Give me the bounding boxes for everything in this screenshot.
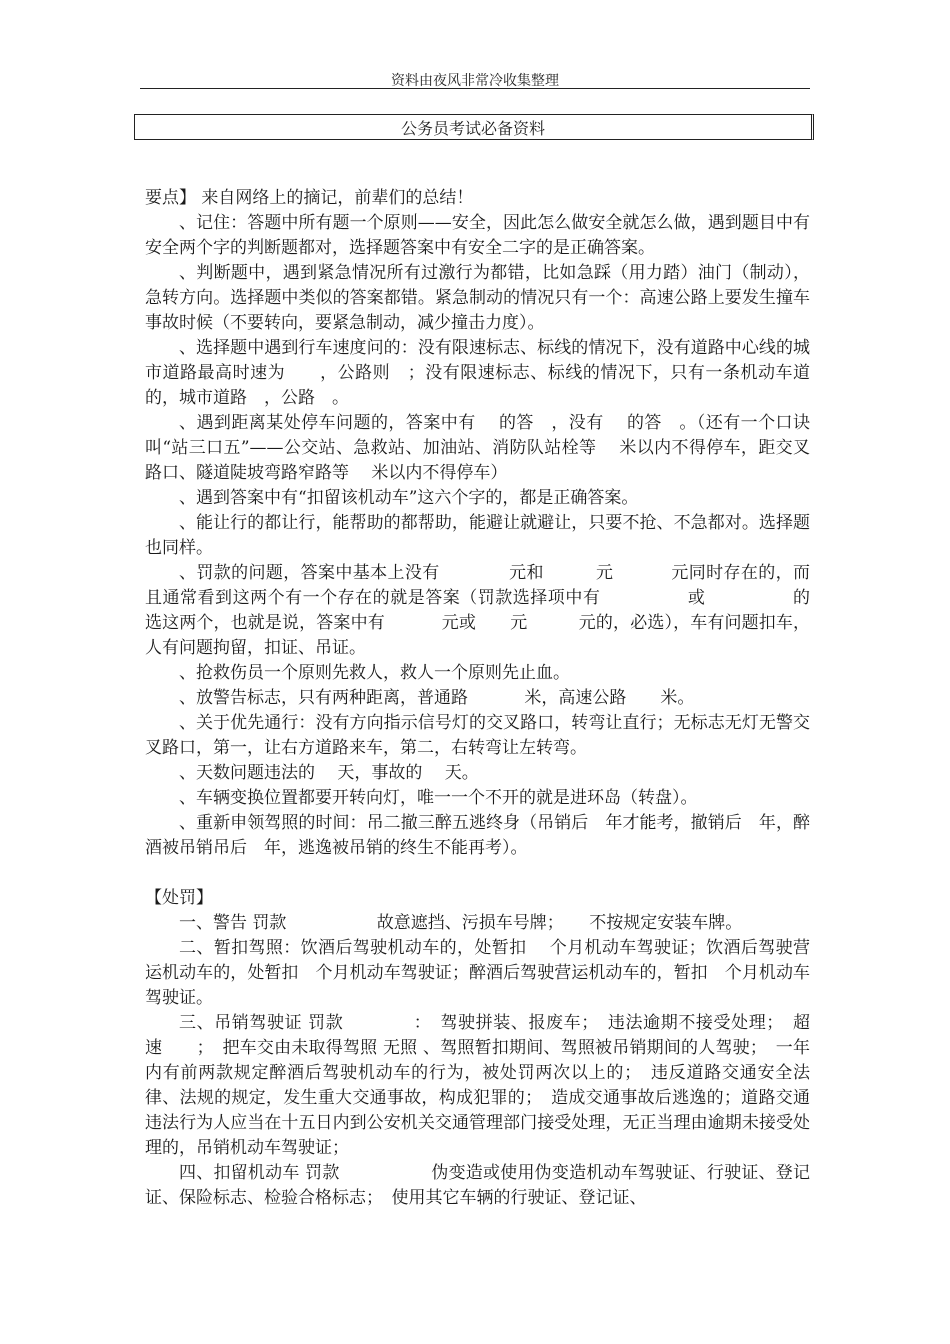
point-paragraph: 、罚款的问题，答案中基本上没有 元和 元 元同时存在的，而且通常看到这两个有一个存在的就是答案（罚款选择项中有 或 的 选这两个，也就是说，答案中有 元或 元 元的，必选），车有问题扣车，人有问题拘留，扣证、吊证。 bbox=[145, 563, 810, 658]
point-paragraph: 、放警告标志，只有两种距离，普通路 米，高速公路 米。 bbox=[179, 688, 695, 708]
penalty-heading: 【处罚】 bbox=[145, 888, 213, 908]
point-paragraph: 、抢救伤员一个原则先救人，救人一个原则先止血。 bbox=[179, 663, 570, 683]
point-paragraph: 、遇到距离某处停车问题的，答案中有 的答 ，没有 的答 。（还有一个口诀叫“站三口五”——公交站、急救站、加油站、消防队站栓等 米以内不得停车，距交叉路口、隧道陡坡弯路窄路等 米以内不得停车） bbox=[145, 413, 810, 483]
document-title-box bbox=[134, 114, 814, 140]
header-divider bbox=[140, 88, 810, 89]
point-paragraph: 、车辆变换位置都要开转向灯，唯一一个不开的就是进环岛（转盘）。 bbox=[179, 788, 698, 808]
penalty-paragraph: 三、吊销驾驶证 罚款 ： 驾驶拼装、报废车； 违法逾期不接受处理； 超速 ； 把车交由未取得驾照 无照 、驾照暂扣期间、驾照被吊销期间的人驾驶； 一年内有前两款规定醉酒后驾驶机动车的行为，被处罚两次以上的； 违反道路交通安全法律、法规的规定，发生重大交通事故，构成犯罪的； 造成交通事故后逃逸的；道路交通违法行为人应当在十五日内到公安机关交通管理部门接受处理，无正当理由逾期未接受处理的，吊销机动车驾驶证； bbox=[145, 1013, 810, 1158]
section-spacer bbox=[145, 861, 810, 886]
point-paragraph: 、重新申领驾照的时间：吊二撤三醉五逃终身（吊销后 年才能考，撤销后 年，醉酒被吊销吊后 年，逃逸被吊销的终生不能再考）。 bbox=[145, 813, 810, 858]
point-paragraph: 、判断题中，遇到紧急情况所有过激行为都错，比如急踩（用力踏）油门（制动），急转方向。选择题中类似的答案都错。紧急制动的情况只有一个：高速公路上要发生撞车事故时候（不要转向，要紧急制动，减少撞击力度）。 bbox=[145, 263, 810, 333]
document-body bbox=[145, 186, 810, 1211]
penalty-paragraph: 四、扣留机动车 罚款 伪变造或使用伪变造机动车驾驶证、行驶证、登记证、保险标志、检验合格标志； 使用其它车辆的行驶证、登记证、 bbox=[145, 1163, 810, 1208]
document-title: 公务员考试必备资料 bbox=[400, 118, 545, 138]
point-paragraph: 、记住：答题中所有题一个原则——安全，因此怎么做安全就怎么做，遇到题目中有安全两个字的判断题都对，选择题答案中有安全二字的是正确答案。 bbox=[145, 213, 810, 258]
penalty-paragraph: 二、暂扣驾照：饮酒后驾驶机动车的，处暂扣 个月机动车驾驶证；饮酒后驾驶营运机动车的，处暂扣 个月机动车驾驶证；醉酒后驾驶营运机动车的，暂扣 个月机动车驾驶证。 bbox=[145, 938, 810, 1008]
point-paragraph: 、天数问题违法的 天，事故的 天。 bbox=[179, 763, 479, 783]
point-paragraph: 、遇到答案中有“扣留该机动车”这六个字的，都是正确答案。 bbox=[179, 488, 639, 508]
page-header: 资料由夜风非常冷收集整理 bbox=[391, 73, 559, 89]
point-paragraph: 、选择题中遇到行车速度问的：没有限速标志、标线的情况下，没有道路中心线的城市道路最高时速为 ，公路则 ；没有限速标志、标线的情况下，只有一条机动车道的，城市道路 ，公路 。 bbox=[145, 338, 810, 408]
intro-line: 要点】 来自网络上的摘记，前辈们的总结！ bbox=[145, 188, 474, 208]
point-paragraph: 、能让行的都让行，能帮助的都帮助，能避让就避让，只要不抢、不急都对。选择题也同样。 bbox=[145, 513, 810, 558]
penalty-paragraph: 一、警告 罚款 故意遮挡、污损车号牌； 不按规定安装车牌。 bbox=[179, 913, 743, 933]
point-paragraph: 、关于优先通行：没有方向指示信号灯的交叉路口，转弯让直行；无标志无灯无警交叉路口，第一，让右方道路来车，第二，右转弯让左转弯。 bbox=[145, 713, 810, 758]
